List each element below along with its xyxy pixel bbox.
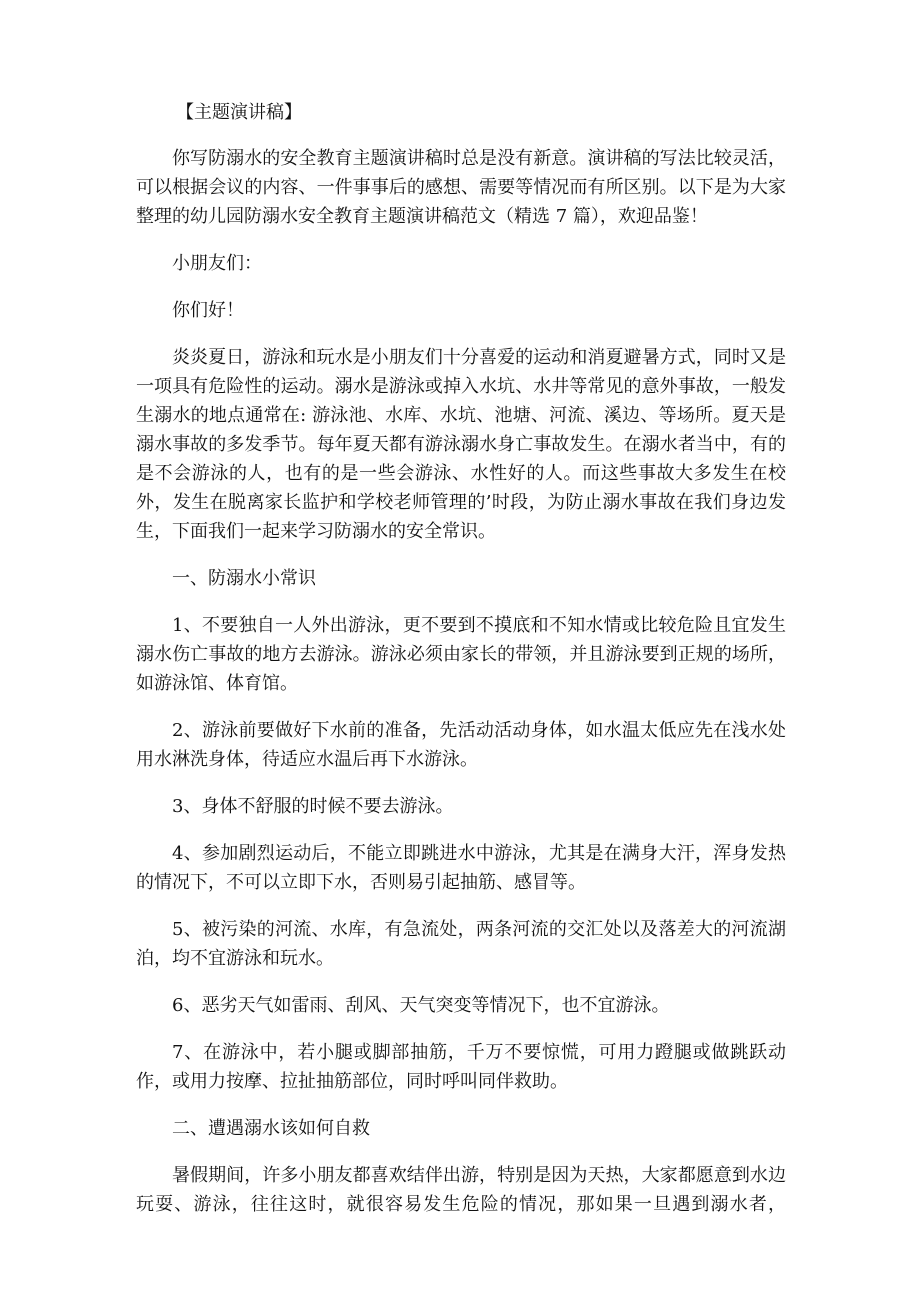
safety-tip-5: 5、被污染的河流、水库，有急流处，两条河流的交汇处以及落差大的河流湖泊，均不宜游泳和玩水。 xyxy=(136,919,786,969)
self-rescue-paragraph: 暑假期间，许多小朋友都喜欢结伴出游，特别是因为天热，大家都愿意到水边玩耍、游泳，往往这时，就很容易发生危险的情况，那如果一旦遇到溺水者， xyxy=(136,1165,786,1215)
safety-tip-4: 4、参加剧烈运动后，不能立即跳进水中游泳，尤其是在满身大汗，浑身发热的情况下，不可以立即下水，否则易引起抽筋、感冒等。 xyxy=(136,843,786,893)
greeting: 你们好！ xyxy=(172,300,244,321)
section-heading-safety-tips: 一、防溺水小常识 xyxy=(172,568,316,589)
section-heading-self-rescue: 二、遭遇溺水该如何自救 xyxy=(172,1118,370,1139)
summer-drowning-paragraph: 炎炎夏日，游泳和玩水是小朋友们十分喜爱的运动和消夏避暑方式，同时又是一项具有危险性的运动。溺水是游泳或掉入水坑、水井等常见的意外事故，一般发生溺水的地点通常在: 游泳池、水库、水坑、池塘、河流、溪边、等场所。夏天是溺水事故的多发季节。每年夏天都有游泳溺水身亡事故发生。在溺水者当中，有的是不会游泳的人，也有的是一些会游泳、水性好的人。而这些事故大多发生在校外，发生在脱离家长监护和学校老师管理的’时段，为防止溺水事故在我们身边发生，下面我们一起来学习防溺水的安全常识。 xyxy=(136,347,786,542)
safety-tip-7: 7、在游泳中，若小腿或脚部抽筋，千万不要惊慌，可用力蹬腿或做跳跃动作，或用力按摩、拉扯抽筋部位，同时呼叫同伴救助。 xyxy=(136,1042,786,1092)
safety-tip-6: 6、恶劣天气如雷雨、刮风、天气突变等情况下，也不宜游泳。 xyxy=(172,995,670,1016)
intro-paragraph: 你写防溺水的安全教育主题演讲稿时总是没有新意。演讲稿的写法比较灵活，可以根据会议的内容、一件事事后的感想、需要等情况而有所区别。以下是为大家整理的幼儿园防溺水安全教育主题演讲稿范文（精选 7 篇），欢迎品鉴！ xyxy=(136,148,786,227)
document-title: 【主题演讲稿】 xyxy=(176,102,302,123)
safety-tip-3: 3、身体不舒服的时候不要去游泳。 xyxy=(172,796,454,817)
document-body xyxy=(136,98,786,1219)
safety-tip-2: 2、游泳前要做好下水前的准备，先活动活动身体，如水温太低应先在浅水处用水淋洗身体，待适应水温后再下水游泳。 xyxy=(136,720,786,770)
salutation: 小朋友们： xyxy=(172,253,262,274)
safety-tip-1: 1、不要独自一人外出游泳，更不要到不摸底和不知水情或比较危险且宜发生溺水伤亡事故的地方去游泳。游泳必须由家长的带领，并且游泳要到正规的场所，如游泳馆、体育馆。 xyxy=(136,615,786,694)
